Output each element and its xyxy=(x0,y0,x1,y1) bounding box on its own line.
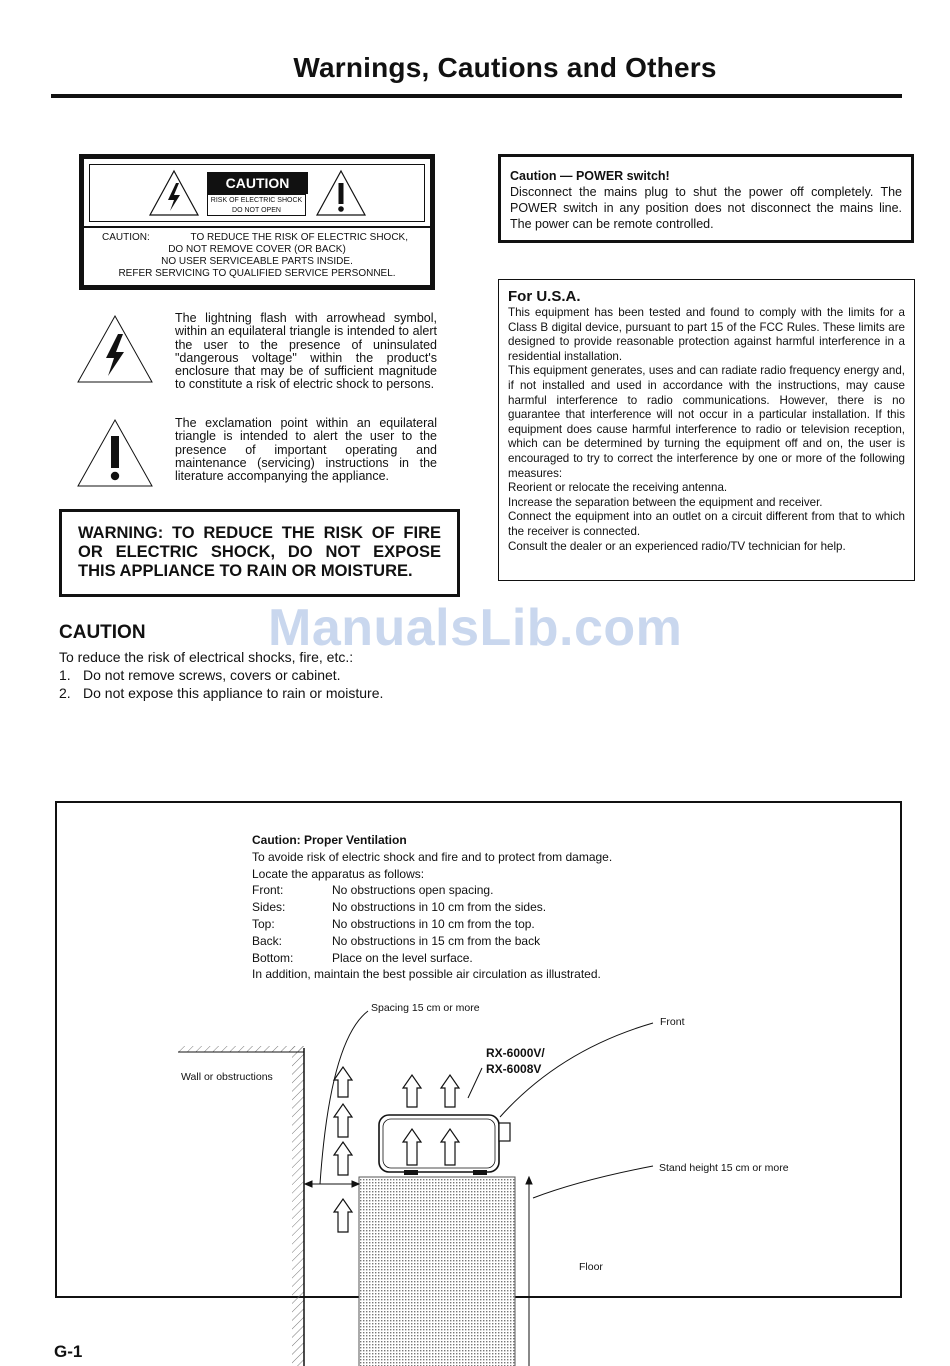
ventilation-line2: Locate the apparatus as follows: xyxy=(252,866,425,881)
row-key: Bottom: xyxy=(252,950,294,965)
usa-measure: Increase the separation between the equipment and receiver. xyxy=(508,495,823,509)
stand-label: Stand height 15 cm or more xyxy=(659,1162,789,1174)
ventilation-line1: To avoide risk of electric shock and fire and to protect from damage. xyxy=(252,849,613,864)
wall-label: Wall or obstructions xyxy=(181,1071,273,1083)
row-key: Top: xyxy=(252,916,275,931)
caution-line3: NO USER SERVICEABLE PARTS INSIDE. xyxy=(161,256,353,267)
page-number: G-1 xyxy=(54,1342,83,1361)
lightning-description: The lightning flash with arrowhead symbol, within an equilateral triangle is intended to alert the user to the presence of uninsulated "dangerous voltage" within the product's enclosure that may be of sufficient magnitude to constitute a risk of electric shock to persons. xyxy=(175,311,437,392)
wall-shape xyxy=(178,1046,304,1366)
front-label: Front xyxy=(660,1016,685,1028)
row-value: Place on the level surface. xyxy=(332,950,473,965)
caution-heading: CAUTION xyxy=(59,622,146,643)
caution-prefix: CAUTION: xyxy=(102,232,150,243)
usa-para2: This equipment generates, uses and can radiate radio frequency energy and, if not installed and used in accordance with the instructions, may cause harmful interference to radio communications. However, there is no guarantee that interference will not occur in a particular installation. If this equipment does cause harmful interference to radio or television reception, which can be determined by turning the equipment off and on, the user is encouraged to try to correct the interference by one or more of the following measures: xyxy=(508,364,905,480)
row-value: No obstructions in 10 cm from the sides. xyxy=(332,900,547,915)
model-label-1: RX-6000V/ xyxy=(486,1046,545,1060)
row-value: No obstructions in 15 cm from the back xyxy=(332,933,541,948)
list-number: 1. xyxy=(59,667,71,683)
risk-line1: RISK OF ELECTRIC SHOCK xyxy=(210,197,303,204)
usa-measure: Consult the dealer or an experienced radio/TV technician for help. xyxy=(508,539,846,553)
ventilation-line3: In addition, maintain the best possible air circulation as illustrated. xyxy=(252,967,601,982)
row-key: Front: xyxy=(252,883,284,898)
power-switch-heading: Caution — POWER switch! xyxy=(510,169,670,183)
usa-measure: Connect the equipment into an outlet on a circuit different from that to which the receiver is connected. xyxy=(508,510,905,538)
stand-shape xyxy=(359,1177,515,1366)
usa-measure: Reorient or relocate the receiving antenna. xyxy=(508,481,728,495)
row-value: No obstructions in 10 cm from the top. xyxy=(332,916,535,931)
caution-line2: DO NOT REMOVE COVER (OR BACK) xyxy=(168,244,346,255)
caution-line1: TO REDUCE THE RISK OF ELECTRIC SHOCK, xyxy=(190,232,408,243)
list-number: 2. xyxy=(59,685,71,701)
floor-label: Floor xyxy=(579,1261,603,1273)
warning-text: WARNING: TO REDUCE THE RISK OF FIRE OR ELECTRIC SHOCK, DO NOT EXPOSE THIS APPLIANCE TO RAIN OR MOISTURE. xyxy=(78,524,441,580)
list-text: Do not expose this appliance to rain or moisture. xyxy=(83,685,384,701)
spacing-label: Spacing 15 cm or more xyxy=(371,1002,480,1014)
watermark: ManualsLib.com xyxy=(268,599,683,657)
caution-line4: REFER SERVICING TO QUALIFIED SERVICE PERSONNEL. xyxy=(118,268,396,279)
exclamation-description: The exclamation point within an equilateral triangle is intended to alert the user to the presence of important operating and maintenance (servicing) instructions in the literature accompanying the appliance. xyxy=(175,416,437,484)
row-key: Back: xyxy=(252,933,283,948)
list-text: Do not remove screws, covers or cabinet. xyxy=(83,667,341,683)
usa-para1: This equipment has been tested and found to comply with the limits for a Class B digital device, pursuant to part 15 of the FCC Rules. These limits are designed to provide reasonable protection against harmful interference in a residential installation. xyxy=(508,306,905,363)
model-label-2: RX-6008V xyxy=(486,1062,542,1076)
usa-heading: For U.S.A. xyxy=(508,288,581,305)
row-key: Sides: xyxy=(252,900,286,915)
power-switch-body: Disconnect the mains plug to shut the power off completely. The POWER switch in any position does not disconnect the mains line. The power can be remote controlled. xyxy=(510,185,902,231)
page-title: Warnings, Cautions and Others xyxy=(293,52,717,83)
row-value: No obstructions open spacing. xyxy=(332,883,494,898)
ventilation-heading: Caution: Proper Ventilation xyxy=(252,833,407,847)
caution-intro: To reduce the risk of electrical shocks, fire, etc.: xyxy=(59,649,354,665)
risk-line2: DO NOT OPEN xyxy=(232,207,281,214)
caution-badge: CAUTION xyxy=(207,172,308,194)
